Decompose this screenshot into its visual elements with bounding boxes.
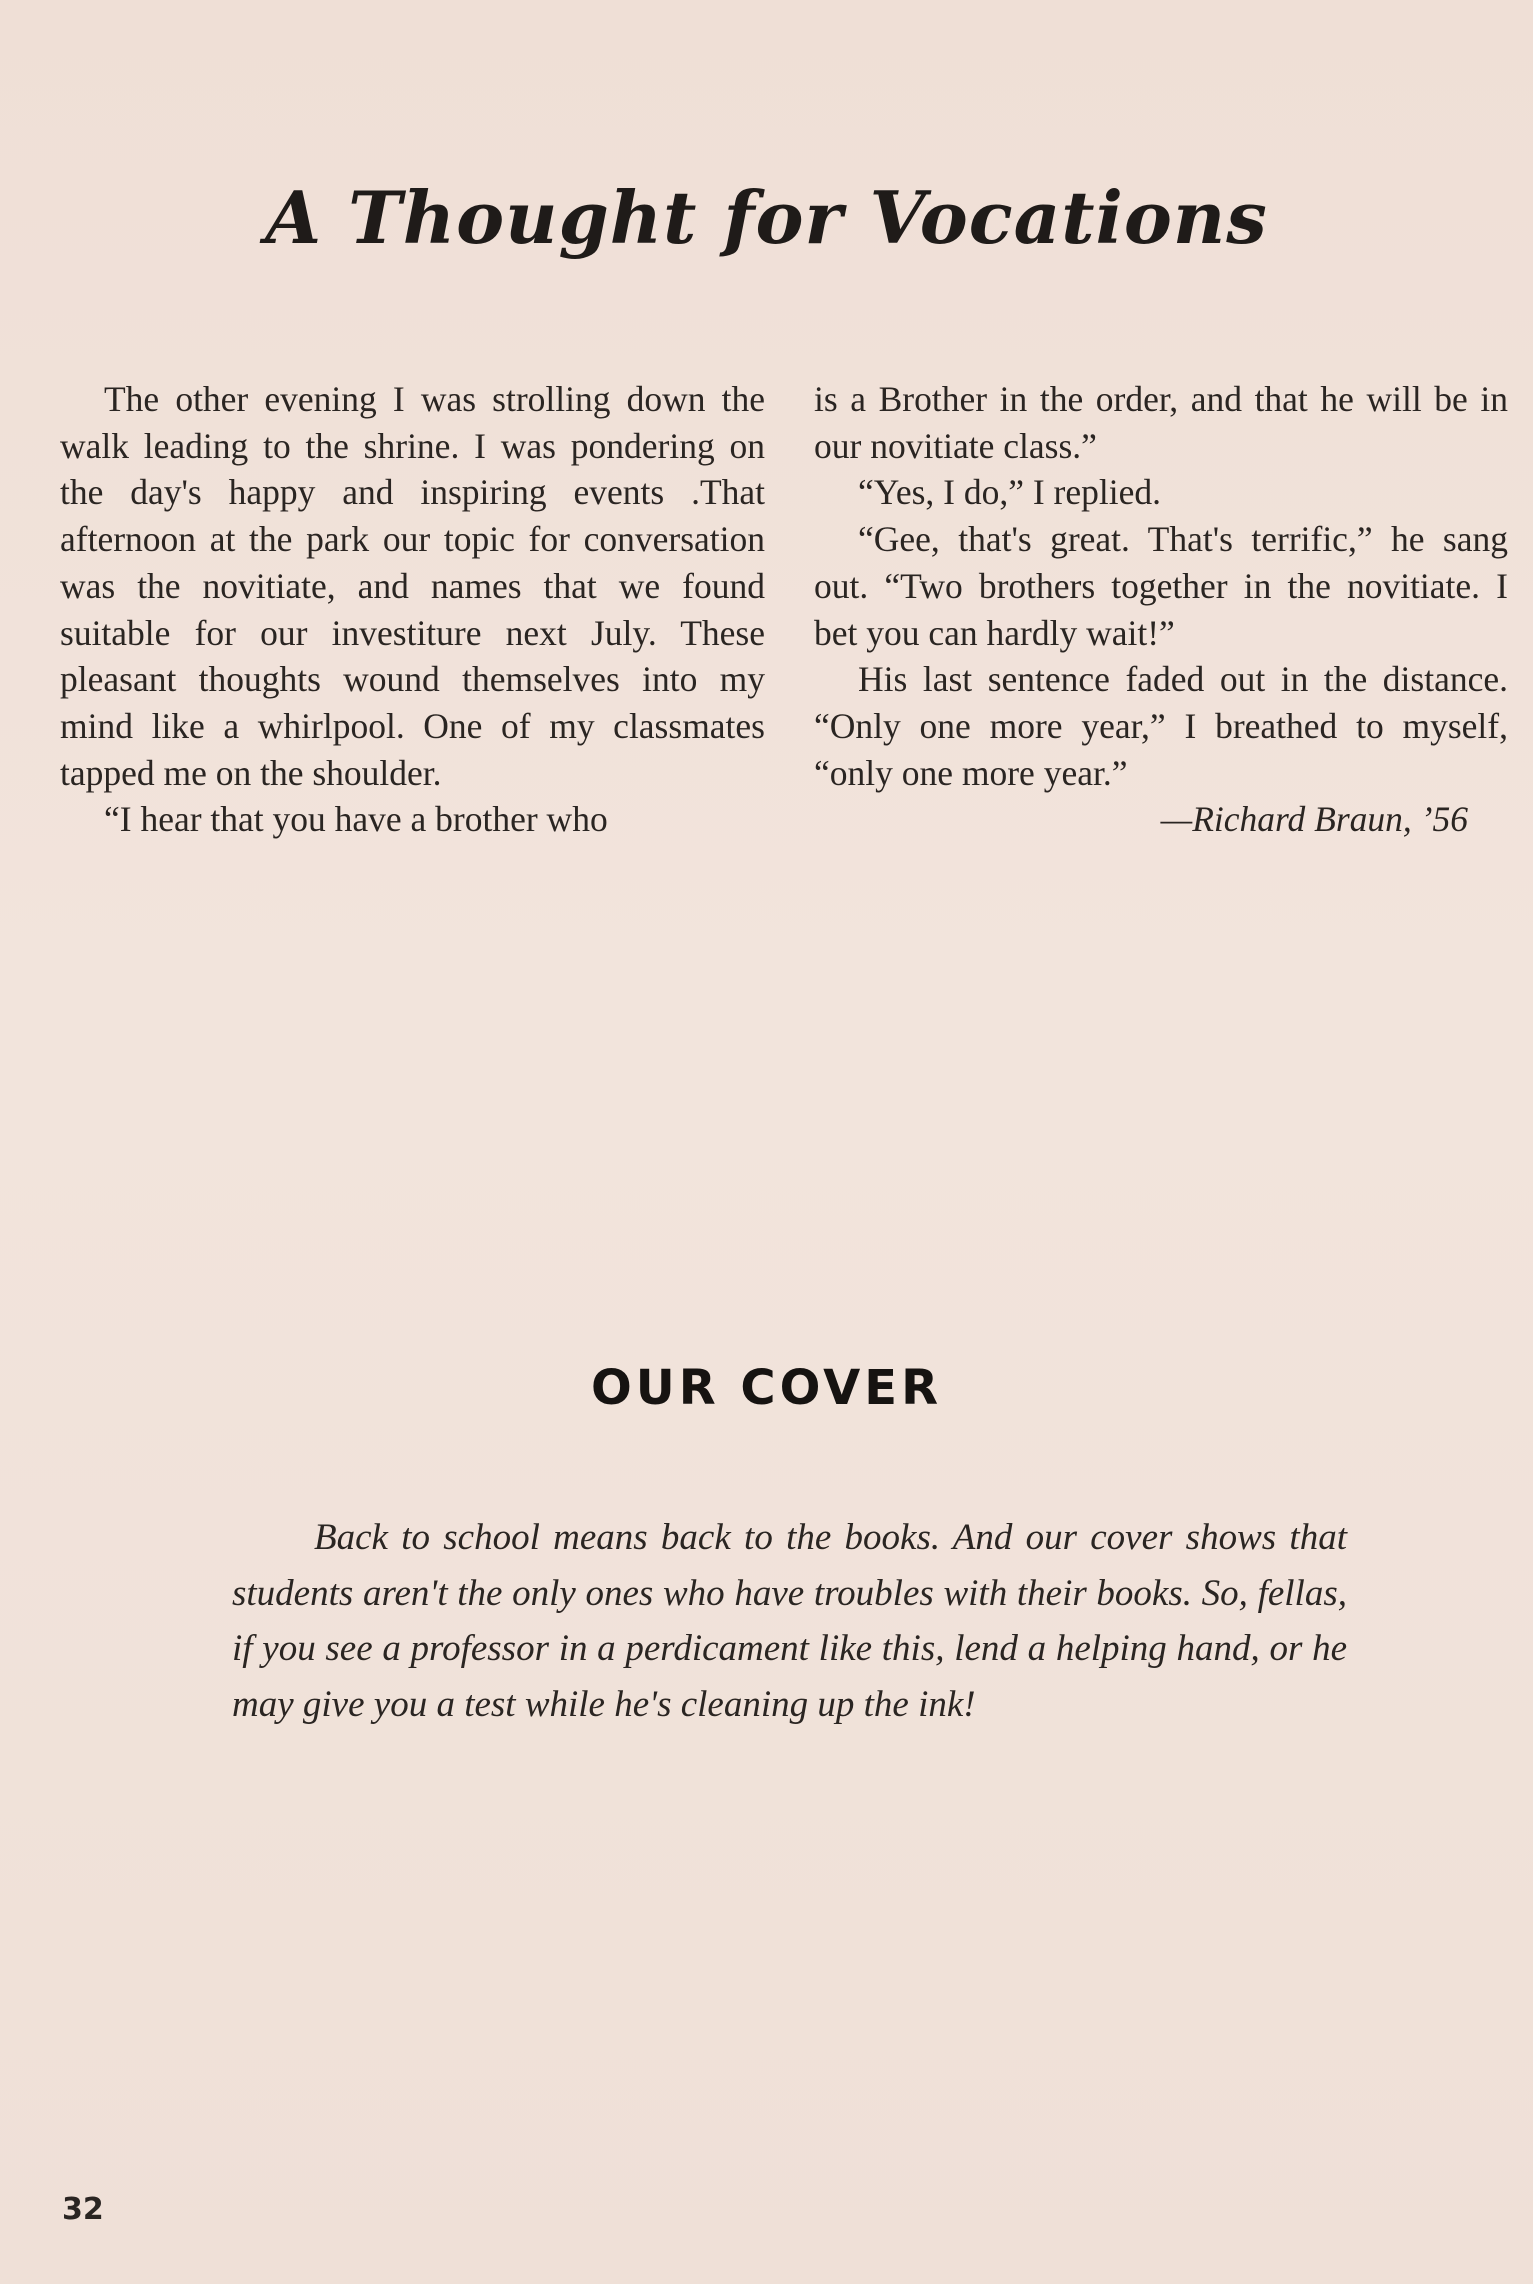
article-title: A Thought for Vocations <box>265 175 1268 260</box>
article-right-column <box>814 376 1508 843</box>
article-paragraph: “Gee, that's great. That's terrific,” he sang out. “Two brothers together in the novitiate. I bet you can hardly wait!” <box>814 519 1508 653</box>
cover-heading: OUR COVER <box>590 1360 943 1416</box>
article-paragraph: “Yes, I do,” I replied. <box>858 472 1161 513</box>
article-paragraph: His last sentence faded out in the distance. “Only one more year,” I breathed to myself, “only one more year.” <box>814 659 1508 793</box>
article-paragraph: The other evening I was strolling down the walk leading to the shrine. I was pondering on the day's happy and inspiring events .That afternoon at the park our topic for conversation was the novitiate, and names that we found suitable for our investiture next July. These pleasant thoughts wound themselves into my mind like a whirlpool. One of my classmates tapped me on the shoulder. <box>60 379 765 793</box>
page-number: 32 <box>62 2192 104 2227</box>
article-paragraph: is a Brother in the order, and that he will be in our novitiate class.” <box>814 379 1508 466</box>
article-paragraph: “I hear that you have a brother who <box>104 799 608 840</box>
article-left-column <box>60 376 765 843</box>
cover-description: Back to school means back to the books. And our cover shows that students aren't the only ones who have troubles with their books. So, fellas, if you see a professor in a perdicament like this, lend a helping hand, or he may give you a test while he's cleaning up the ink! <box>232 1517 1347 1725</box>
article-signature: —Richard Braun, ’56 <box>1160 799 1468 840</box>
